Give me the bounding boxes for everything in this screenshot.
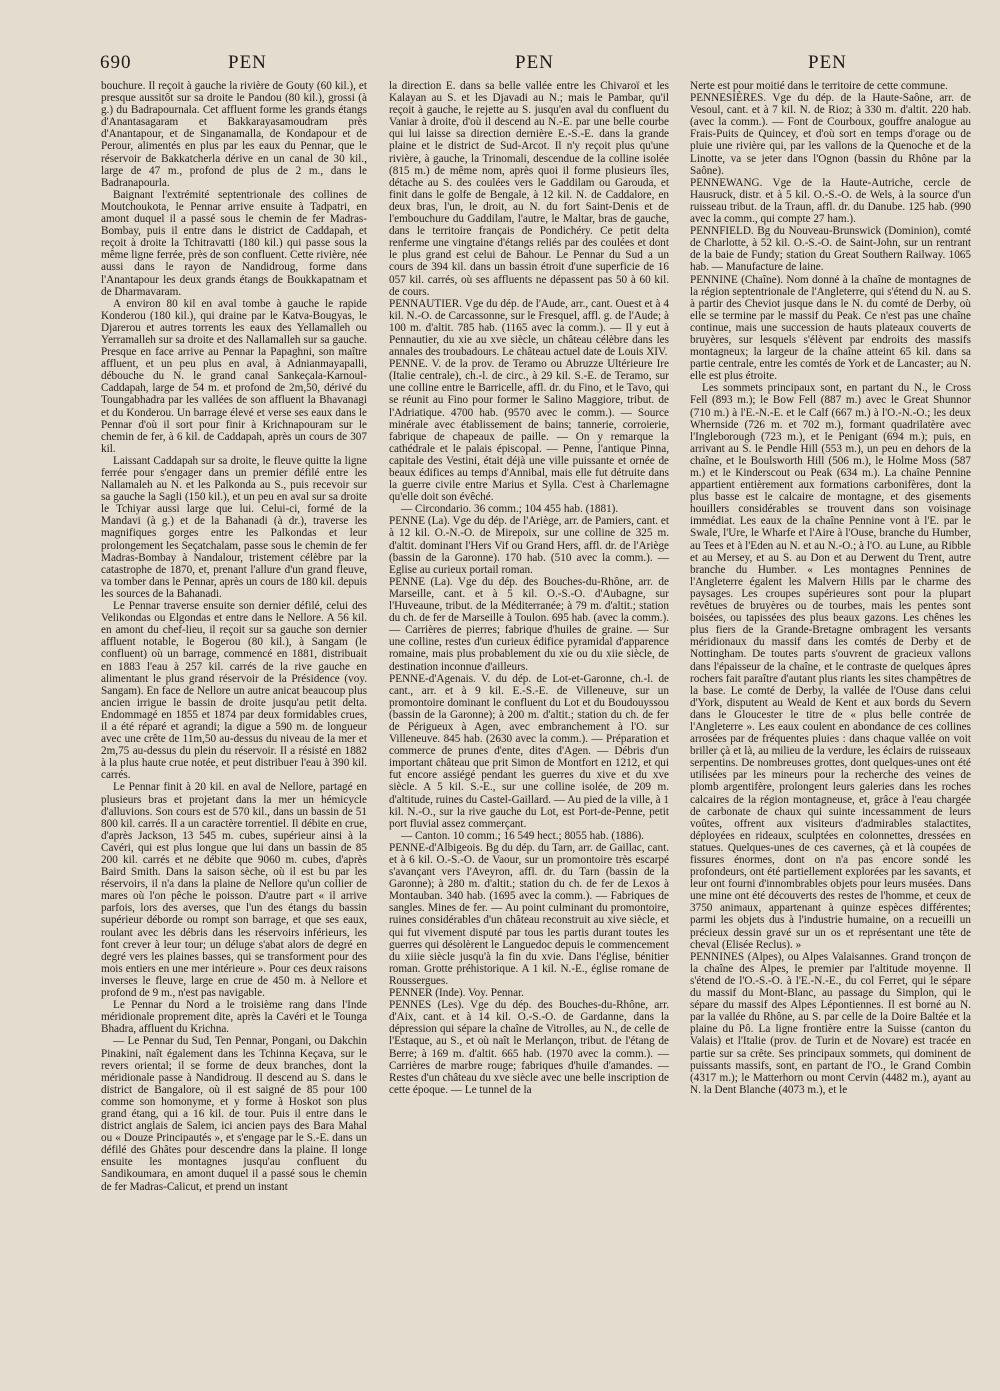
running-head-left: PEN (228, 52, 267, 73)
paragraph: Le Pennar traverse ensuite son dernier défilé, celui des Velikondas ou Elgondas et entre dans le Nellore. A 56 kil. en amont du chef-lieu, il reçoit sur sa gauche son dernier affluent notable, le Bogerou (80 kil.), à Sangam (le confluent) où un barrage, commencé en 1881, distribuait en 1883 l'eau à 257 kil. carrés de la rive gauche en alimentant le plus grand réservoir de la Présidence (voy. Sangam). En face de Nellore un autre anicat beaucoup plus ancien irrigue le bassin de droite jusqu'au petit delta. Endommagé en 1855 et 1874 par deux formidables crues, il a été réparé et agrandi; la digue a 590 m. de longueur avec une crête de 11m,50 au-dessus du niveau de la mer et 2m,75 au-dessus du plein du réservoir. Il a résisté en 1882 à la plus haute crue notée, et peut distribuer l'eau à 390 kil. carrés. (101, 600, 367, 782)
paragraph: — Le Pennar du Sud, Ten Pennar, Pongani, ou Dakchin Pinakini, naît également dans les Tchinna Keçava, sur le revers oriental; il se forme de deux branches, dont la méridionale passe à Nandidroug. Il descend au S. dans le district de Bangalore, où il est saigné de 85 pour 100 comme son homonyme, et y forme à Hoskot son plus grand étang, qui a 16 kil. de tour. Puis il entre dans le district anglais de Salem, ici ancien pays des Bara Mahal ou « Douze Principautés », et s'engage par le S.-E. dans un défilé des Ghâtes pour descendre dans la plaine. Il longe ensuite les montagnes jusqu'au confluent du Sandikoumara, en amont duquel il a passé sous le chemin de fer Madras-Calicut, et prend un instant (101, 1035, 367, 1193)
entry-pennine: PENNINE (Chaîne). Nom donné à la chaîne de montagnes de la région septentrionale de l'Angleterre, qui s'étend du N. au S. à partir des Cheviot jusque dans le N. du comté de Derby, où elle se termine par le massif du Peak. Ce n'est pas une chaîne continue, mais une succession de hauts plateaux couverts de bruyères, sur lesquels s'élèvent par endroits des massifs montagneux; la largeur de la chaîne atteint 65 kil. dans sa partie centrale, entre les comtés de York et de Lancaster; au N. elle est plus étroite. (690, 273, 971, 383)
entry-pennautier: PENNAUTIER. Vge du dép. de l'Aude, arr., cant. Ouest et à 4 kil. N.-O. de Carcassonne, sur le Fresquel, affl. g. de l'Aude; à 100 m. d'altit. 785 hab. (1165 avec la comm.). — Il y eut à Pennautier, du xie au xve siècle, un château célèbre dans les annales des troubadours. Le château actuel date de Louis XIV. (389, 297, 669, 359)
column-middle (389, 80, 669, 1378)
entry-pennines: PENNINES (Alpes), ou Alpes Valaisannes. Grand tronçon de la chaîne des Alpes, le premier par l'altitude moyenne. Il s'étend de l'O.-S.-O. à l'E.-N.-E., du col Ferret, qui le sépare du massif du Mont-Blanc, au passage du Simplon, qui le sépare du massif des Alpes Lépontiennes. Il est borné au N. par la vallée du Rhône, au S. par celle de la Doire Baltée et la plaine du Pô. La ligne frontière entre la Suisse (canton du Valais) et l'Italie (prov. de Turin et de Novare) est tracée en partie sur sa crête. Ses principaux sommets, qui dominent de puissants massifs, sont, en partant de l'O., le Grand Combin (4317 m.); le Matterhorn ou mont Cervin (4482 m.), ayant au N. la Dent Blanche (4073 m.), et le (690, 950, 971, 1096)
column-right (690, 80, 971, 1378)
paragraph: Laissant Caddapah sur sa droite, le fleuve quitte la ligne ferrée pour s'engager dans un premier défilé entre les Nallamaleh au N. et les Palkonda au S., puis recevoir sur sa gauche la Sagli (150 kil.), et un peu en aval sur sa droite le Tchiyar aussi large que lui. Celui-ci, formé de la Mandavi (à g.) et de la Bahanadi (à dr.), traverse les magnifiques gorges entre les Palkondas et leur prolongement les Seçatchalam, passe sous le chemin de fer Madras-Bombay à Nandalour, tristement célèbre par la catastrophe de 1870, et, prenant l'allure d'un grand fleuve, va tomber dans le Pennar, après un cours de 180 kil. depuis les sources de la Bahanadi. (101, 454, 367, 600)
entry-penne-agenais: PENNE-d'Agenais. V. du dép. de Lot-et-Garonne, ch.-l. de cant., arr. et à 9 kil. E.-S.-E. de Villeneuve, sur un promontoire dominant le confluent du Lot et du Boudouyssou (bassin de la Garonne); à 200 m. d'altit.; station du ch. de fer de Périgueux à Agen, avec embranchement à l'O. sur Villeneuve. 845 hab. (2630 avec la comm.). — Préparation et commerce de prunes d'ente, dites d'Agen. — Débris d'un important château que prit Simon de Montfort en 1212, et qui fut encore assiégé pendant les guerres du xive et du xve siècle. A 5 kil. S.-E., sur une colline isolée, de 209 m. d'altitude, ruines du Castel-Gaillard. — Au pied de la ville, à 1 kil. N.-O., sur la rive gauche du Lot, est Port-de-Penne, petit port fluvial assez commerçant. (389, 672, 669, 830)
running-head-right: PEN (808, 52, 847, 73)
entry-pennesieres: PENNESIÈRES. Vge du dép. de la Haute-Saône, arr. de Vesoul, cant. et à 7 kil. N. de Rioz; à 330 m. d'altit. 220 hab. (avec la comm.). — Font de Courboux, gouffre analogue au Frais-Puits de Quincey, et d'où sort en temps d'orage ou de pluie une rivière qui, par les vallons de la Quenoche et de la Linotte, va se jeter dans l'Ognon (bassin du Rhône par la Saône). (690, 92, 971, 177)
paragraph: Le Pennar du Nord a le troisième rang dans l'Inde méridionale proprement dite, après la Cavéri et le Tounga Bhadra, affluent du Krichna. (101, 999, 367, 1036)
entry-pennewang: PENNEWANG. Vge de la Haute-Autriche, cercle de Hausruck, distr. et à 5 kil. O.-S.-O. de Wels, à la source d'un ruisseau tribut. de la Traun, affl. dr. du Danube. 125 hab. (990 avec la comm., qui compte 27 ham.). (690, 176, 971, 226)
running-head-center: PEN (515, 52, 554, 73)
paragraph: Baignant l'extrémité septentrionale des collines de Moutchoukota, le Pennar arrive ensuite à Tadpatri, en amont duquel il a passé sous le chemin de fer Madras-Bombay, puis il entre dans le district de Caddapah, et reçoit à droite la Tchitravatti (180 kil.) qui passe sous la même ligne ferrée, près de son confluent. Cette rivière, née aussi dans le rayon de Nandidroug, forme dans l'Anantapour les deux grands étangs de Boukkapatnam et de Dharmavaram. (101, 188, 367, 298)
entry-penne-albigeois: PENNE-d'Albigeois. Bg du dép. du Tarn, arr. de Gaillac, cant. et à 6 kil. O.-S.-O. de Vaour, sur un promontoire très escarpé s'avançant vers l'Aveyron, affl. dr. du Tarn (bassin de la Garonne); à 280 m. d'altit.; station du ch. de fer de Lexos à Montauban. 340 hab. (1695 avec la comm.). — Fabriques de sangles. Mines de fer. — Au point culminant du promontoire, ruines considérables d'un château reconstruit au xive siècle, et qui fut vivement disputé par tous les partis durant toutes les guerres qui désolèrent le Languedoc depuis le commencement du xiiie siècle jusqu'à la fin du xvie. Dans l'église, bénitier roman. Grotte préhistorique. A 1 kil. N.-E., église romane de Roussergues. (389, 841, 669, 987)
entry-sub: — Canton. 10 comm.; 16 549 hect.; 8055 hab. (1886). (401, 829, 644, 842)
entry-penne-la-bdr: PENNE (La). Vge du dép. des Bouches-du-Rhône, arr. de Marseille, cant. et à 5 kil. O.-S.-O. d'Aubagne, sur l'Huveaune, tribut. de la Méditerranée; à 79 m. d'altit.; station du ch. de fer de Marseille à Toulon. 695 hab. (avec la comm.). — Carrières de pierres; fabrique d'huiles de graine. — Sur une colline, restes d'un curieux édifice pyramidal d'apparence romaine, mais plus probablement du xie ou du xiie siècle, de destination inconnue d'ailleurs. (389, 575, 669, 673)
entry-pennes: PENNES (Les). Vge du dép. des Bouches-du-Rhône, arr. d'Aix, cant. et à 14 kil. O.-S.-O. de Gardanne, dans la dépression qui sépare la chaîne de Vitrolles, au N., de celle de l'Estaque, au S., et où naît le Merlançon, tribut. de l'étang de Berre; à 169 m. d'altit. 665 hab. (1970 avec la comm.). — Carrières de marbre rouge; fabriques d'huile d'amandes. — Restes d'un château du xve siècle avec une belle inscription de cette époque. — Le tunnel de la (389, 999, 669, 1096)
paragraph: A environ 80 kil en aval tombe à gauche le rapide Konderou (180 kil.), qui draine par le Katva-Bougyas, le Djarerou et autres torrents les eaux des Yellamalleh ou Yerramalleh sur sa droite et des Nallamalleh sur sa gauche. Presque en face arrive au Pennar la Papaghni, son maître affluent, et un peu plus en aval, à Adnianmayapalli, débouche du N. le grand canal Sankeçala-Karnoul-Caddapah, large de 54 m. et profond de 2m,50, dérivé du Toungabhadra par les vallées de son affluent la Bhavanagi et du Konderou. Un barrage élevé et verse ses eaux dans le Pennar d'où il sort pour finir à Krichnapouram sur le chemin de fer, à 6 kil. de Caddapah, après un cours de 307 kil. (101, 297, 367, 455)
entry-sub: — Circondario. 36 comm.; 104 455 hab. (1881). (401, 503, 619, 516)
paragraph: Nerte est pour moitié dans le territoire de cette commune. (690, 80, 948, 92)
entry-penner: PENNER (Inde). Voy. Pennar. (389, 987, 524, 1000)
paragraph: la direction E. dans sa belle vallée entre les Chivaroï et les Kalayan au S. et les Djavadi au N.; mais le Pambar, qu'il reçoit à gauche, le rejette au S. jusqu'en aval du confluent du Vaniar à droite, d'où il descend au N.-E. par une belle courbe qui lui laisse sa direction dernière E.-S.-E. dans la grande plaine et le district de Sud-Arcot. Il n'y reçoit plus qu'une rivière, à gauche, la Trinomali, descendue de la colline isolée (815 m.) de même nom, après quoi il forme plusieurs îles, détache au S. des coulées vers le Gaddilam ou Garouda, et finit dans le golfe de Bengale, à 12 kil. N. de Caddalore, en deux bras, l'un, le droit, au N. du fort Saint-Denis et de l'embouchure du Gaddilam, l'autre, le Maltar, bras de gauche, dans le territoire français de Pondichéry. Ce petit delta renferme une vingtaine d'étangs reliés par des coulées et dont le plus grand est celui de Bahour. Le Pennar du Sud a un cours de 394 kil. dans un bassin étroit d'une superficie de 16 057 kil. carrés, où ses affluents ne dépassent pas 50 à 60 kil. de cours. (389, 80, 669, 298)
paragraph: bouchure. Il reçoit à gauche la rivière de Gouty (60 kil.), et presque aussitôt sur sa droite le Pandou (80 kil.), grossi (à g.) du Badrapournala. Cet affluent forme les grands étangs d'Anantasagaram et Bakkarayasamoudram près d'Anantapour, et de Singanamalla, de Kondapour et de Perour, alimentés en plus par les eaux du Pennar, que le réservoir de Bakkatcherla dérive en un canal de 30 kil., large de 47 m., profond de plus de 2 m., dans le Badranapourla. (101, 80, 367, 189)
paragraph: Le Pennar finit à 20 kil. en aval de Nellore, partagé en plusieurs bras et projetant dans la mer un hémicycle d'alluvions. Son cours est de 570 kil., dans un bassin de 51 800 kil. carrés. Il a un caractère torrentiel. Il débite en crue, d'après Jackson, 13 545 m. cubes, supérieur ainsi à la Cavéri, qui est plus longue que lui dans un bassin de 85 200 kil. carrés et ne débite que 9060 m. cubes, d'après Baird Smith. Dans la saison sèche, où il est bu par les réservoirs, il n'a dans la plaine de Nellore qu'un collier de mares où l'on pêche le poisson. D'autre part « il arrive parfois, lors des averses, que l'un des étangs du bassin supérieur déborde ou rompt son barrage, et que ses eaux, roulant avec les débris dans les réservoirs inférieurs, les font crever à leur tour; un déluge s'abat alors de degré en degré vers les plaines basses, qui se transforment pour des mois entiers en une mer intérieure ». Pour ces deux raisons inverses le fleuve, large en crue de 450 m. à Nellore et profond de 9 m., n'est pas navigable. (101, 781, 367, 1000)
paragraph: Les sommets principaux sont, en partant du N., le Cross Fell (893 m.); le Bow Fell (887 m.) avec le Great Shunnor (710 m.) à l'E.-N.-E. et le Calf (667 m.) à l'O.-N.-O.; les deux Whernside (726 m. et 702 m.), formant quadrilatère avec l'Ingleborough (723 m.), et le Penigant (694 m.); puis, en arrivant au S. le Pendle Hill (553 m.), un peu en dehors de la chaîne, et le Boulsworth Hill (506 m.), le Holme Moss (587 m.) et le Kinderscout ou Peak (634 m.). La chaîne Pennine appartient entièrement aux formations carbonifères, dont la plus basse est le calcaire de montagne, et des gisements houillers considérables se trouvent dans son voisinage immédiat. Les eaux de la chaîne Pennine vont à l'E. par le Swale, l'Ure, le Wharfe et l'Aire à l'Ouse, branche du Humber, au Tees et à l'Eden au N. et au N.-O.; à l'O. au Lune, au Ribble et au Mersey, et au S. au Don et au Derwent du Trent, autre branche du Humber. « Les montagnes Pennines de l'Angleterre égalent les Malvern Hills par le charme des paysages. Les croupes supérieures sont pour la plupart revêtues de bruyères ou de tourbes, mais les pentes sont boisées, ou tapissées des plus beaux gazons. Les chênes les plus fiers de la Grande-Bretagne ombragent les versants méridionaux du massif dans les comtés de Derby et de Nottingham. De toutes parts s'ouvrent de gracieux vallons dans l'épaisseur de la chaîne, et le contraste de quelques âpres rochers fait paraître d'autant plus riants les sites champêtres de la base. Le comté de Derby, la vallée de l'Ouse dans celui d'York, disputent au Weald de Kent et aux bords du Severn dans le Gloucester le titre de « plus belle contrée de l'Angleterre ». Les eaux coulent en abondance de ces collines arrosées par de fréquentes pluies : dans chaque vallée on voit briller çà et là, au milieu de la verdure, les éclairs de ruisseaux serpentins. De nombreuses grottes, dont quelques-unes ont été utilisées par les mineurs pour la recherche des veines de plomb argentifère, prolongent leurs galeries dans les roches calcaires de la région montagneuse, et, grâce à l'eau chargée de carbonate de chaux qui suinte incessamment de leurs voûtes, offrent aux visiteurs d'admirables stalactites, déployées en rideaux, sculptées en colonnettes, dressées en statues. Quelques-unes de ces cavernes, çà et là coupées de fissures énormes, dont on n'a pas encore sondé les profondeurs, ont été partiellement explorées par les savants, et leur ont fourni d'innombrables objets pour leurs musées. Dans une mine ont été découverts des restes de l'homme, et ceux de 3750 animaux, appartenant à quinze espèces différentes; parmi les objets dus à l'industrie humaine, on a recueilli un précieux dessin gravé sur un os et représentant une tête de cheval (Elisée Reclus). » (690, 382, 971, 951)
entry-penne: PENNE. V. de la prov. de Teramo ou Abruzze Ultérieure Ire (Italie centrale), ch.-l. de circ., à 29 kil. S.-E. de Teramo, sur une colline entre le Barricelle, affl. dr. du Fino, et le Tavo, qui se réunit au Fino pour former le Salino Maggiore, tribut. de l'Adriatique. 4700 hab. (9570 avec le comm.). — Source minérale avec établissement de bains; tannerie, corroierie, fabrique de chapeaux de paille. — On y remarque la cathédrale et le palais épiscopal. — Penne, l'antique Pinna, capitale des Vestini, était déjà une ville puissante et ornée de beaux édifices au temps d'Annibal, mais elle fut détruite dans la guerre civile entre Marius et Sylla. C'est à Charlemagne qu'elle doit son évêché. (389, 358, 669, 504)
entry-penne-la-ariege: PENNE (La). Vge du dép. de l'Ariège, arr. de Pamiers, cant. et à 12 kil. O.-N.-O. de Mirepoix, sur une colline de 325 m. d'altit. dominant l'Hers Vif ou Grand Hers, affl. dr. de l'Ariège (bassin de la Garonne). 170 hab. (510 avec la comm.). — Eglise au curieux portail roman. (389, 515, 669, 576)
column-left (101, 80, 367, 1378)
page-number: 690 (100, 52, 132, 73)
entry-pennfield: PENNFIELD. Bg du Nouveau-Brunswick (Dominion), comté de Charlotte, à 52 kil. O.-S.-O. de Saint-John, sur un rentrant de la baie de Fundy; station du Great Southern Railway. 1065 hab. — Manufacture de laine. (690, 225, 971, 274)
